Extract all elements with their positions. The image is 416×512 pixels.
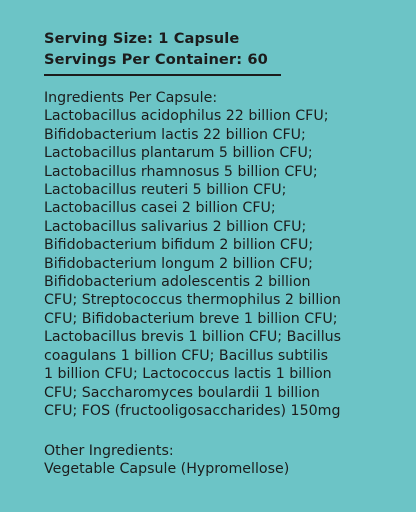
serving-info — [44, 28, 384, 70]
serving-size: Serving Size: 1 Capsule — [44, 30, 240, 47]
ingredient-line: CFU; Bifidobacterium breve 1 billion CFU; — [44, 310, 338, 327]
ingredient-line: CFU; Saccharomyces boulardii 1 billion — [44, 384, 320, 401]
servings-per-container: Servings Per Container: 60 — [44, 51, 268, 68]
ingredient-line: Bifidobacterium bifidum 2 billion CFU; — [44, 237, 314, 254]
ingredient-line: CFU; Streptococcus thermophilus 2 billion — [44, 292, 341, 309]
ingredient-line: Bifidobacterium longum 2 billion CFU; — [44, 255, 313, 272]
ingredient-line: Lactobacillus plantarum 5 billion CFU; — [44, 145, 313, 162]
ingredients-block — [44, 89, 384, 420]
ingredient-line: CFU; FOS (fructooligosaccharides) 150mg — [44, 402, 341, 419]
ingredient-line: Lactobacillus reuteri 5 billion CFU; — [44, 182, 287, 199]
ingredient-line: Lactobacillus casei 2 billion CFU; — [44, 200, 276, 217]
ingredient-line: Bifidobacterium lactis 22 billion CFU; — [44, 126, 306, 143]
ingredient-line: Lactobacillus rhamnosus 5 billion CFU; — [44, 163, 318, 180]
ingredient-line: 1 billion CFU; Lactococcus lactis 1 billion — [44, 366, 332, 383]
ingredient-line: Lactobacillus acidophilus 22 billion CFU; — [44, 108, 329, 125]
other-ingredients-value: Vegetable Capsule (Hypromellose) — [44, 461, 290, 478]
divider-rule — [44, 74, 281, 76]
ingredient-line: Lactobacillus salivarius 2 billion CFU; — [44, 218, 307, 235]
ingredient-line: Bifidobacterium adolescentis 2 billion — [44, 274, 311, 291]
ingredients-heading: Ingredients Per Capsule: — [44, 90, 218, 106]
other-ingredients-heading: Other Ingredients: — [44, 443, 174, 459]
other-ingredients-block — [44, 442, 384, 479]
ingredient-line: coagulans 1 billion CFU; Bacillus subtilis — [44, 347, 329, 364]
ingredient-line: Lactobacillus brevis 1 billion CFU; Bacillus — [44, 329, 342, 346]
